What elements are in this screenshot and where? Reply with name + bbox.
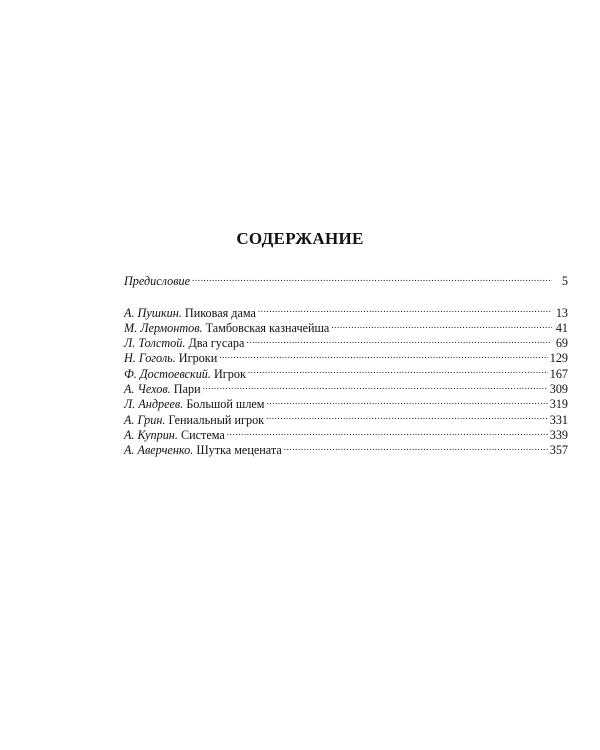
toc-entry xyxy=(124,306,256,321)
toc-work-title: Гениальный игрок xyxy=(168,412,265,427)
toc-work-title: Игрок xyxy=(213,366,246,381)
toc-author: Ф. Достоевский. xyxy=(124,366,211,381)
toc-entry xyxy=(124,351,217,366)
toc-entry xyxy=(124,428,225,443)
toc-author: Л. Андреев. xyxy=(124,397,184,412)
dot-leader xyxy=(203,378,548,393)
toc-work-title: Два гусара xyxy=(188,336,245,351)
toc-entry xyxy=(124,443,282,458)
dot-leader xyxy=(267,393,548,408)
dot-leader xyxy=(331,317,552,332)
toc-author: А. Аверченко. xyxy=(124,443,194,458)
toc-work-title: Тамбовская казначейша xyxy=(205,320,330,335)
toc-work-title: Пиковая дама xyxy=(184,305,256,320)
toc-author: М. Лермонтов. xyxy=(124,320,203,335)
toc-work-title: Система xyxy=(180,427,225,442)
toc-author: А. Пушкин. xyxy=(124,305,182,320)
toc-page-number: 69 xyxy=(555,336,568,351)
toc-page-number: 319 xyxy=(549,397,568,412)
toc-entry xyxy=(124,397,265,412)
page-title: СОДЕРЖАНИЕ xyxy=(236,229,364,248)
toc-author: Н. Гоголь. xyxy=(124,351,176,366)
dot-leader xyxy=(192,270,552,285)
toc-author: А. Чехов. xyxy=(124,382,171,397)
dot-leader xyxy=(246,332,552,347)
table-of-contents xyxy=(124,270,568,458)
toc-preface-row xyxy=(124,270,568,289)
toc-page-number: 41 xyxy=(555,320,568,335)
toc-author: А. Куприн. xyxy=(124,427,178,442)
toc-page-number: 13 xyxy=(555,305,568,320)
toc-author: Л. Толстой. xyxy=(124,336,186,351)
toc-work-title: Шутка мецената xyxy=(196,443,282,458)
toc-work-title: Игроки xyxy=(178,351,218,366)
toc-page-number: 331 xyxy=(549,412,568,427)
toc-page-number: 357 xyxy=(549,443,568,458)
dot-leader xyxy=(266,408,548,423)
toc-entry xyxy=(124,382,201,397)
dot-leader xyxy=(284,439,548,454)
toc-row xyxy=(124,301,568,320)
dot-leader xyxy=(219,347,547,362)
toc-preface-title: Предисловие xyxy=(124,274,191,289)
dot-leader xyxy=(258,301,552,316)
toc-page-number: 5 xyxy=(561,274,568,289)
toc-work-title: Пари xyxy=(173,382,201,397)
toc-page-number: 339 xyxy=(549,427,568,442)
toc-work-title: Большой шлем xyxy=(186,397,265,412)
dot-leader xyxy=(248,362,548,377)
toc-page-number: 309 xyxy=(549,382,568,397)
toc-author: А. Грин. xyxy=(124,412,166,427)
dot-leader xyxy=(227,424,548,439)
toc-page-number: 129 xyxy=(549,351,568,366)
toc-page-number: 167 xyxy=(549,366,568,381)
